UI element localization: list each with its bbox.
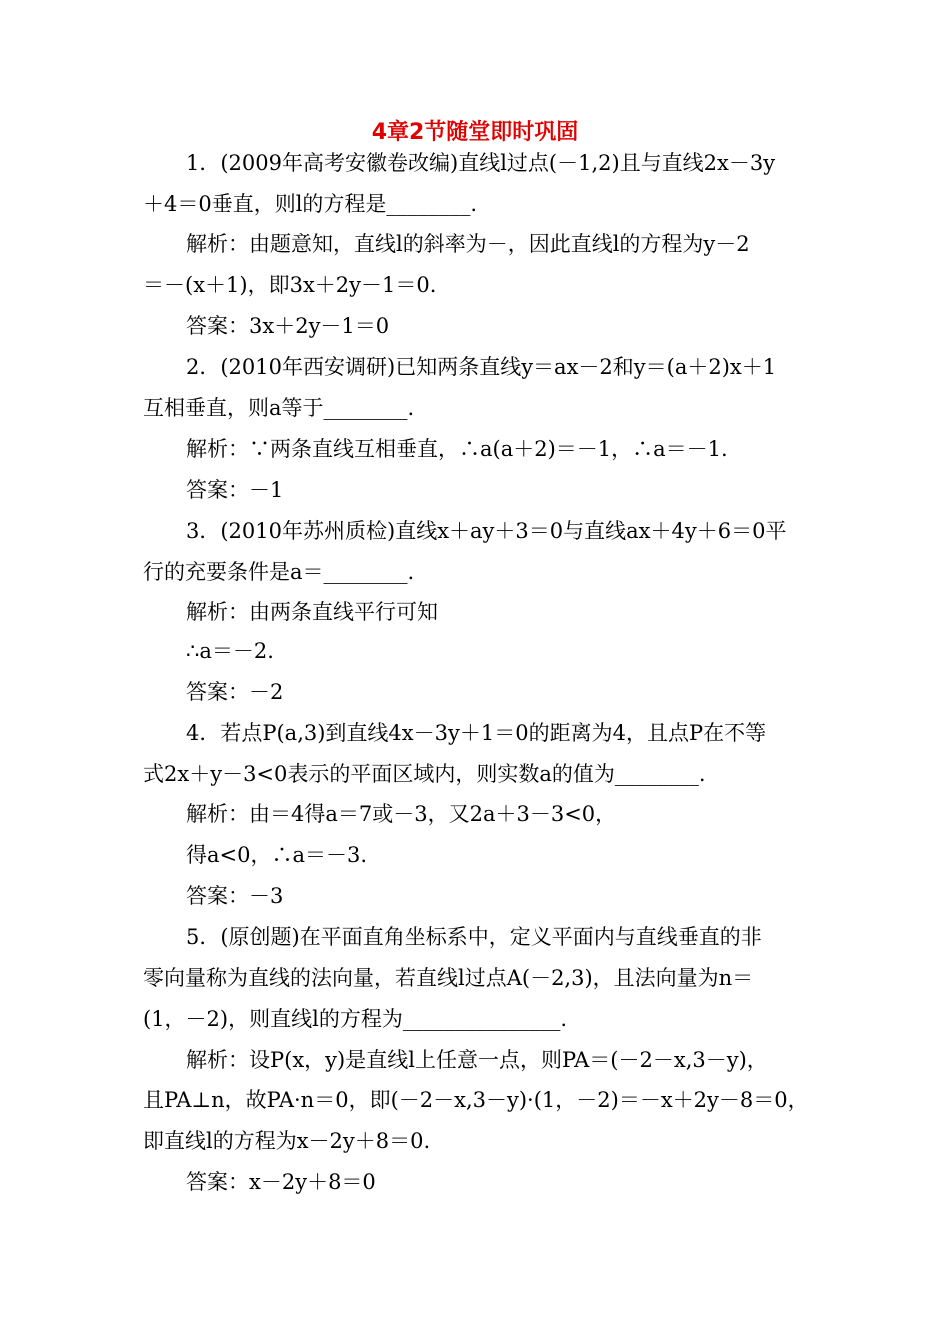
problem-2-answer: 答案：－1 [186, 478, 284, 502]
problem-3-question-line-2: 行的充要条件是a＝________. [143, 560, 415, 584]
problem-5-solution-line-1: 解析：设P(x，y)是直线l上任意一点，则PA＝(－2－x,3－y)， [186, 1048, 768, 1072]
problem-2-solution-line-1: 解析：∵两条直线互相垂直，∴a(a＋2)＝－1，∴a＝－1. [186, 437, 728, 461]
page-title: 4章2节随堂即时巩固 [371, 120, 579, 145]
problem-1-solution-line-1: 解析：由题意知，直线l的斜率为－，因此直线l的方程为y－2 [186, 232, 750, 256]
problem-4-question-line-1: 4．若点P(a,3)到直线4x－3y＋1＝0的距离为4，且点P在不等 [186, 721, 767, 745]
problem-4-answer: 答案：－3 [186, 884, 284, 908]
problem-5-question-line-2: 零向量称为直线的法向量，若直线l过点A(－2,3)，且法向量为n＝ [143, 966, 754, 990]
problem-5-question-line-1: 5．(原创题)在平面直角坐标系中，定义平面内与直线垂直的非 [186, 925, 762, 949]
problem-4-question-line-2: 式2x＋y－3<0表示的平面区域内，则实数a的值为________. [143, 762, 706, 786]
problem-2-question-line-1: 2．(2010年西安调研)已知两条直线y＝ax－2和y＝(a＋2)x＋1 [186, 355, 777, 379]
problem-2-question-line-2: 互相垂直，则a等于________. [143, 396, 415, 420]
problem-5-solution-line-2: 且PA⊥n，故PA·n＝0，即(－2－x,3－y)·(1，－2)＝－x＋2y－8＝0， [143, 1088, 809, 1112]
problem-4-solution-line-2: 得a<0，∴a＝－3. [186, 843, 368, 867]
problem-3-solution-line-1: 解析：由两条直线平行可知 [186, 600, 438, 624]
problem-5-answer: 答案：x－2y＋8＝0 [186, 1170, 376, 1194]
problem-3-solution-line-2: ∴a＝－2. [186, 639, 274, 663]
problem-4-solution-line-1: 解析：由＝4得a＝7或－3，又2a＋3－3<0， [186, 802, 617, 826]
problem-5-solution-line-3: 即直线l的方程为x－2y＋8＝0. [143, 1129, 431, 1153]
problem-3-question-line-1: 3．(2010年苏州质检)直线x＋ay＋3＝0与直线ax＋4y＋6＝0平 [186, 519, 787, 543]
problem-1-question-line-1: 1．(2009年高考安徽卷改编)直线l过点(－1,2)且与直线2x－3y [186, 151, 776, 175]
problem-1-question-line-2: ＋4＝0垂直，则l的方程是________. [143, 192, 478, 216]
problem-1-solution-line-2: ＝－(x＋1)，即3x＋2y－1＝0. [143, 273, 437, 297]
problem-1-answer: 答案：3x＋2y－1＝0 [186, 314, 390, 338]
problem-5-question-line-3: (1，－2)，则直线l的方程为_______________. [143, 1007, 567, 1031]
problem-3-answer: 答案：－2 [186, 680, 284, 704]
